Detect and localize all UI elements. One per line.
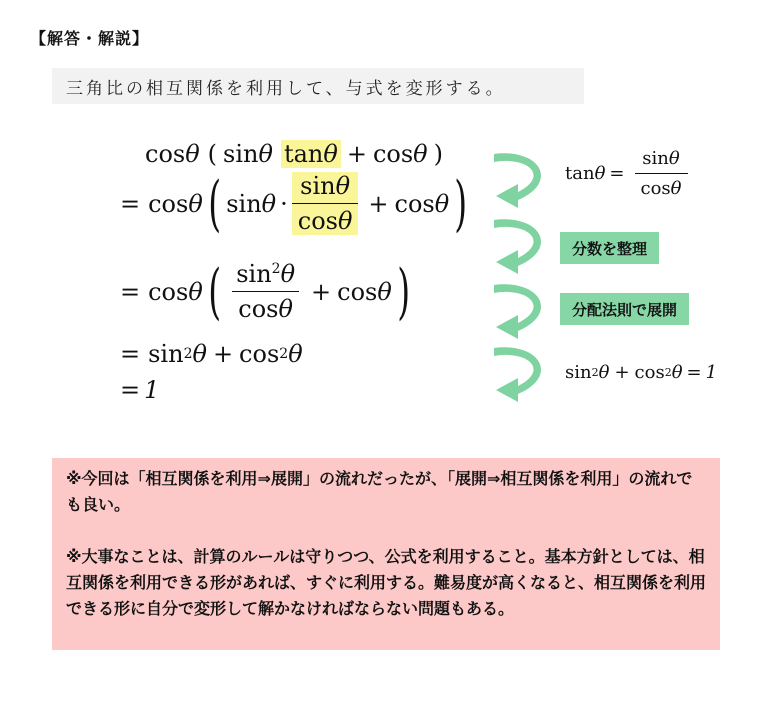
- curved-arrow-icon: [488, 283, 546, 341]
- plus-sign: +: [346, 140, 367, 168]
- exponent: 2: [591, 366, 599, 379]
- cos-term: cos: [337, 277, 378, 306]
- tag-distributive-expand: [560, 293, 689, 325]
- equals-sign: =: [120, 376, 141, 404]
- theta: θ: [337, 207, 353, 235]
- cos-term: cos: [238, 295, 279, 323]
- big-left-paren: (: [208, 256, 221, 327]
- theta: θ: [594, 163, 606, 184]
- dot-operator: ·: [280, 189, 288, 218]
- theta: θ: [185, 140, 200, 168]
- cos-term: cos: [634, 362, 665, 383]
- theta: θ: [192, 340, 207, 368]
- notes-box: [52, 458, 720, 650]
- step-line-2: [120, 168, 473, 239]
- theta: θ: [261, 189, 277, 218]
- highlighted-tan: [281, 140, 341, 168]
- theta: θ: [434, 189, 450, 218]
- tag-simplify-fraction: [560, 232, 659, 264]
- plus-sign: +: [212, 340, 234, 368]
- theta: θ: [413, 140, 428, 168]
- equals-sign: =: [120, 189, 141, 218]
- sin-term: sin: [226, 189, 262, 218]
- sin-term: sin: [565, 362, 592, 383]
- theta: θ: [670, 178, 682, 199]
- step-line-1: [145, 140, 443, 168]
- step-line-4: [120, 340, 303, 368]
- big-left-paren: (: [208, 168, 221, 239]
- cos-term: cos: [372, 140, 414, 168]
- theta: θ: [323, 140, 338, 168]
- cos-term: cos: [297, 207, 338, 235]
- pythagorean-identity: [565, 362, 717, 383]
- cos-term: cos: [148, 189, 189, 218]
- left-paren: (: [207, 140, 218, 168]
- fraction-denominator: [292, 203, 359, 235]
- step-line-3: [120, 256, 415, 327]
- answer-heading: 【解答・解説】: [30, 29, 150, 48]
- cos-term: cos: [145, 140, 186, 168]
- theta: θ: [258, 140, 273, 168]
- tan-term: tan: [565, 163, 595, 184]
- big-right-paren: ): [454, 168, 468, 239]
- theta: θ: [288, 340, 303, 368]
- sin-term: sin: [148, 340, 184, 368]
- big-right-paren: ): [397, 256, 410, 327]
- tag-label: 分配法則で展開: [572, 300, 678, 319]
- note-paragraph: ※今回は「相互関係を利用⇒展開」の流れだったが、「展開⇒相互関係を利用」の流れでも良い。: [66, 469, 693, 514]
- cos-term: cos: [640, 178, 671, 199]
- fraction: [230, 260, 301, 323]
- note-paragraph: ※大事なことは、計算のルールは守りつつ、公式を利用すること。基本方針としては、相互関係を利用できる形があれば、すぐに利用する。難易度が高くなると、相互関係を利用できる形に自分で変形して解かなければならない問題もある。: [66, 547, 707, 618]
- exponent: 2: [271, 261, 281, 277]
- fraction-numerator: [636, 148, 685, 173]
- tan-term: tan: [283, 140, 324, 168]
- equals-sign: =: [120, 277, 141, 306]
- equals-sign: =: [686, 362, 702, 383]
- step-line-5: [120, 376, 159, 404]
- sin-term: sin: [223, 140, 259, 168]
- theta: θ: [188, 277, 203, 306]
- fraction-denominator: [635, 173, 688, 199]
- theta: θ: [377, 277, 392, 306]
- exponent: 2: [183, 346, 193, 362]
- sin-term: sin: [236, 260, 272, 288]
- lead-text-content: 三角比の相互関係を利用して、与式を変形する。: [66, 78, 506, 99]
- fraction-denominator: [232, 291, 299, 323]
- right-paren: ): [433, 140, 443, 168]
- cos-term: cos: [239, 340, 280, 368]
- theta: θ: [598, 362, 610, 383]
- theta: θ: [335, 172, 351, 200]
- equals-sign: =: [120, 340, 141, 368]
- curved-arrow-icon: [488, 218, 546, 276]
- plus-sign: +: [368, 189, 389, 218]
- curved-arrow-icon: [488, 346, 546, 404]
- plus-sign: +: [311, 277, 332, 306]
- equals-sign: =: [609, 163, 625, 184]
- highlighted-fraction: [292, 172, 359, 235]
- fraction-numerator: [294, 172, 356, 203]
- cos-term: cos: [148, 277, 189, 306]
- theta: θ: [188, 189, 203, 218]
- curved-arrow-icon: [488, 152, 546, 210]
- exponent: 2: [279, 346, 289, 362]
- exponent: 2: [664, 366, 672, 379]
- result-one: 1: [705, 362, 718, 383]
- result-one: 1: [144, 376, 160, 404]
- lead-text: [52, 68, 584, 104]
- cos-term: cos: [394, 189, 435, 218]
- plus-sign: +: [614, 362, 630, 383]
- theta: θ: [278, 295, 293, 323]
- sin-term: sin: [642, 148, 669, 169]
- fraction-numerator: [230, 260, 301, 291]
- theta: θ: [671, 362, 683, 383]
- theta: θ: [280, 260, 296, 288]
- theta: θ: [668, 148, 680, 169]
- tan-identity: [565, 148, 688, 199]
- tag-label: 分数を整理: [572, 239, 648, 258]
- fraction: [635, 148, 688, 199]
- sin-term: sin: [300, 172, 336, 200]
